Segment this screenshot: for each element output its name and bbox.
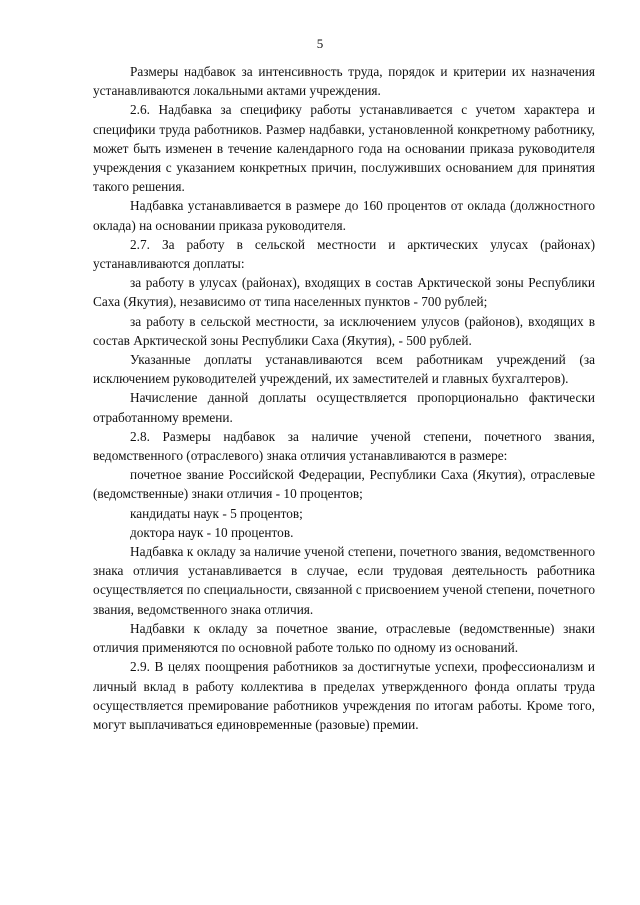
document-body <box>93 62 595 734</box>
paragraph-arctic-700: за работу в улусах (районах), входящих в состав Арктической зоны Республики Саха (Якутия), независимо от типа населенных пунктов - 700 рублей; <box>93 275 595 310</box>
paragraph-all-employees: Указанные доплаты устанавливаются всем работникам учреждений (за исключением руководителей учреждений, их заместителей и главных бухгалтеров). <box>93 352 595 387</box>
page-number: 5 <box>316 36 324 51</box>
paragraph-rural-500: за работу в сельской местности, за исключением улусов (районов), входящих в состав Арктической зоны Республики Саха (Якутия), - 500 рублей. <box>93 313 595 348</box>
paragraph-allowance-160-percent: Надбавка устанавливается в размере до 160 процентов от оклада (должностного оклада) на основании приказа руководителя. <box>93 198 595 233</box>
paragraph-2-7-rural-arctic: 2.7. За работу в сельской местности и арктических улусах (районах) устанавливаются доплаты: <box>93 236 595 272</box>
paragraph-degree-conditions: Надбавка к окладу за наличие ученой степени, почетного звания, ведомственного знака отличия устанавливается в случае, если трудовая деятельность работника осуществляется по специальности, связанной с присвоением ученой степени, почетного звания, ведомственного знака отличия. <box>93 544 595 617</box>
paragraph-one-basis: Надбавки к окладу за почетное звание, отраслевые (ведомственные) знаки отличия применяются по основной работе только по одному из оснований. <box>93 620 595 656</box>
paragraph-candidates: кандидаты наук - 5 процентов; <box>130 505 303 521</box>
paragraph-2-8-degree-title: 2.8. Размеры надбавок за наличие ученой степени, почетного звания, ведомственного (отраслевого) знака отличия устанавливаются в размере: <box>93 428 595 464</box>
paragraph-honorary-title: почетное звание Российской Федерации, Республики Саха (Якутия), отраслевые (ведомственные) знаки отличия - 10 процентов; <box>93 467 595 502</box>
paragraph-doctors: доктора наук - 10 процентов. <box>130 524 294 540</box>
paragraph-2-9-bonuses: 2.9. В целях поощрения работников за достигнутые успехи, профессионализм и личный вклад в работу коллектива в пределах утвержденного фонда оплаты труда осуществляется премирование работников учреждения по итогам работы. Кроме того, могут выплачиваться единовременные (разовые) премии. <box>93 659 595 732</box>
paragraph-2-6-specifics-allowance: 2.6. Надбавка за специфику работы устанавливается с учетом характера и специфики труда работников. Размер надбавки, установленной конкретному работнику, может быть изменен в течение календарного года на основании приказа руководителя учреждения с указанием конкретных причин, послуживших основанием для принятия такого решения. <box>93 102 595 195</box>
paragraph-intensity-criteria: Размеры надбавок за интенсивность труда, порядок и критерии их назначения устанавливаются локальными актами учреждения. <box>93 64 595 99</box>
paragraph-proportional: Начисление данной доплаты осуществляется пропорционально фактически отработанному времени. <box>93 390 595 425</box>
